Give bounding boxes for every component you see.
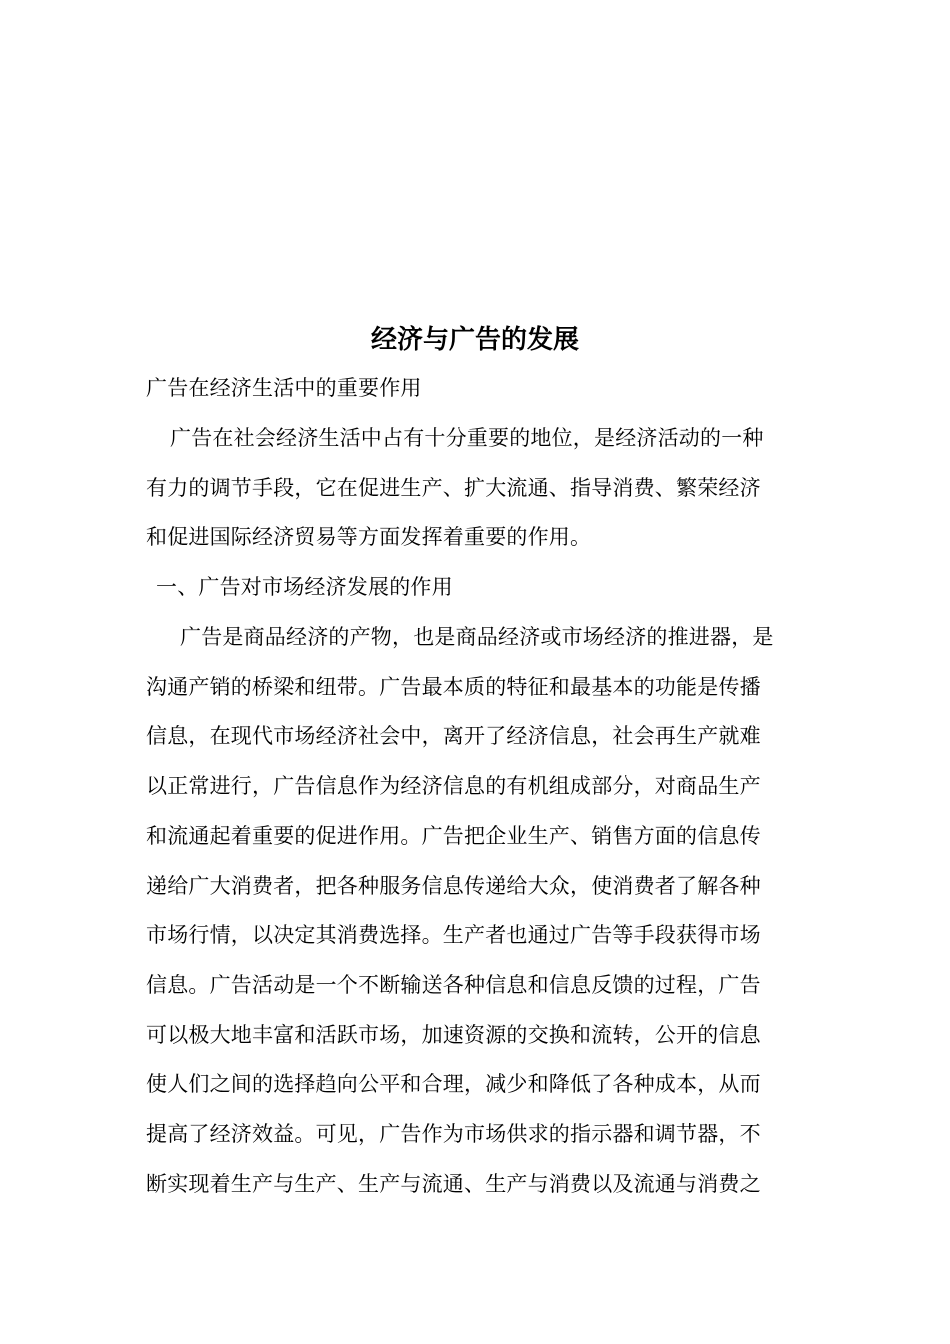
body-line: 以正常进行，广告信息作为经济信息的有机组成部分，对商品生产 [146, 774, 761, 798]
body-line: 提高了经济效益。可见，广告作为市场供求的指示器和调节器，不 [146, 1122, 761, 1146]
body-line: 信息，在现代市场经济社会中，离开了经济信息，社会再生产就难 [146, 724, 761, 748]
body-line: 沟通产销的桥梁和纽带。广告最本质的特征和最基本的功能是传播 [146, 675, 761, 699]
subtitle: 广告在经济生活中的重要作用 [146, 376, 422, 400]
body-line: 可以极大地丰富和活跃市场，加速资源的交换和流转，公开的信息 [146, 1023, 761, 1047]
intro-line: 广告在社会经济生活中占有十分重要的地位，是经济活动的一种 [170, 426, 764, 450]
body-line: 使人们之间的选择趋向公平和合理，减少和降低了各种成本，从而 [146, 1072, 761, 1096]
body-line: 递给广大消费者，把各种服务信息传递给大众，使消费者了解各种 [146, 874, 761, 898]
body-line: 和流通起着重要的促进作用。广告把企业生产、销售方面的信息传 [146, 824, 761, 848]
body-line: 广告是商品经济的产物，也是商品经济或市场经济的推进器，是 [180, 625, 774, 649]
section-heading: 一、广告对市场经济发展的作用 [156, 575, 453, 599]
body-line: 信息。广告活动是一个不断输送各种信息和信息反馈的过程，广告 [146, 973, 761, 997]
body-line: 市场行情，以决定其消费选择。生产者也通过广告等手段获得市场 [146, 923, 761, 947]
body-line: 断实现着生产与生产、生产与流通、生产与消费以及流通与消费之 [146, 1172, 761, 1196]
intro-line: 和促进国际经济贸易等方面发挥着重要的作用。 [146, 525, 592, 549]
document-title: 经济与广告的发展 [370, 325, 579, 355]
intro-line: 有力的调节手段，它在促进生产、扩大流通、指导消费、繁荣经济 [146, 476, 761, 500]
